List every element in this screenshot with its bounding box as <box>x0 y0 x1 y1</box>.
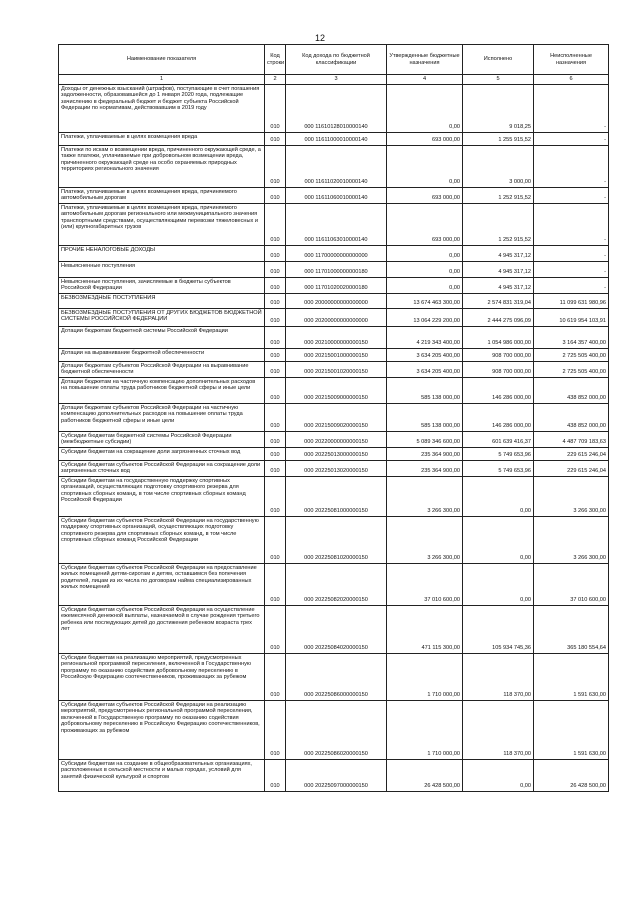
table-row <box>59 700 609 759</box>
row-name: Субсидии бюджетам субъектов Российской Федерации на государственную поддержку спортивных организаций, осуществляющих подготовку спортивного резерва для спортивных сборных команд, в том числе спортивных сборных команд Российской Федерации <box>59 516 265 563</box>
column-number: 4 <box>387 75 463 85</box>
table-row <box>59 447 609 460</box>
row-budget-code: 000 20215009020000150 <box>286 403 387 431</box>
table-row <box>59 759 609 791</box>
row-unexecuted: 37 010 600,00 <box>534 563 609 605</box>
row-line-code: 010 <box>265 84 286 132</box>
row-executed: 0,00 <box>463 476 534 516</box>
row-unexecuted: 26 428 500,00 <box>534 759 609 791</box>
header-budget-code: Код дохода по бюджетной классификации <box>286 45 387 75</box>
row-name: БЕЗВОЗМЕЗДНЫЕ ПОСТУПЛЕНИЯ <box>59 293 265 308</box>
table-row <box>59 245 609 261</box>
row-line-code: 010 <box>265 653 286 700</box>
row-line-code: 010 <box>265 460 286 476</box>
table-row <box>59 132 609 145</box>
row-budget-code: 000 11700000000000000 <box>286 245 387 261</box>
row-executed: 4 945 317,12 <box>463 277 534 293</box>
table-row <box>59 348 609 361</box>
table-row <box>59 460 609 476</box>
row-unexecuted: - <box>534 277 609 293</box>
row-name: Субсидии бюджетам субъектов Российской Федерации на предоставление жилых помещений детям-сиротам и детям, оставшимся без попечения родителей, лицам из их числа по договорам найма специализированных жилых помещений <box>59 563 265 605</box>
row-name: Дотации бюджетам субъектов Российской Федерации на частичную компенсацию дополнительных расходов на повышение оплаты труда работников бюджетной сферы и иные цели <box>59 403 265 431</box>
row-budget-code: 000 20225097000000150 <box>286 759 387 791</box>
table-row <box>59 145 609 187</box>
row-approved: 13 674 463 300,00 <box>387 293 463 308</box>
table-row <box>59 431 609 447</box>
row-unexecuted: - <box>534 245 609 261</box>
row-approved: 5 089 346 600,00 <box>387 431 463 447</box>
row-approved: 4 219 343 400,00 <box>387 326 463 348</box>
row-line-code: 010 <box>265 308 286 326</box>
row-unexecuted: 229 615 246,04 <box>534 460 609 476</box>
row-budget-code: 000 20225084020000150 <box>286 605 387 653</box>
column-number: 2 <box>265 75 286 85</box>
row-unexecuted: 10 619 954 103,91 <box>534 308 609 326</box>
table-row <box>59 187 609 203</box>
page-number: 12 <box>314 33 325 43</box>
row-unexecuted: - <box>534 84 609 132</box>
row-budget-code: 000 20225081000000150 <box>286 476 387 516</box>
row-line-code: 010 <box>265 132 286 145</box>
header-indicator-name: Наименование показателя <box>59 45 265 75</box>
row-budget-code: 000 20225082020000150 <box>286 563 387 605</box>
table-row <box>59 203 609 245</box>
table-row <box>59 261 609 277</box>
row-executed: 4 945 317,12 <box>463 245 534 261</box>
row-unexecuted: 1 591 630,00 <box>534 653 609 700</box>
row-name: Субсидии бюджетам на создание в общеобразовательных организациях, расположенных в сельской местности и малых городах, условий для занятий физической культурой и спортом <box>59 759 265 791</box>
row-line-code: 010 <box>265 187 286 203</box>
column-number: 6 <box>534 75 609 85</box>
row-budget-code: 000 20220000000000150 <box>286 431 387 447</box>
row-budget-code: 000 20000000000000000 <box>286 293 387 308</box>
row-line-code: 010 <box>265 563 286 605</box>
row-approved: 0,00 <box>387 277 463 293</box>
header-line-code: Код строки <box>265 45 286 75</box>
row-line-code: 010 <box>265 245 286 261</box>
row-executed: 5 749 653,96 <box>463 460 534 476</box>
row-executed: 146 286 000,00 <box>463 403 534 431</box>
row-name: Дотации на выравнивание бюджетной обеспеченности <box>59 348 265 361</box>
row-budget-code: 000 20225086020000150 <box>286 700 387 759</box>
table-body <box>59 84 609 791</box>
row-executed: 2 574 831 319,04 <box>463 293 534 308</box>
row-approved: 585 138 000,00 <box>387 403 463 431</box>
row-budget-code: 000 11611063010000140 <box>286 203 387 245</box>
row-line-code: 010 <box>265 431 286 447</box>
row-approved: 3 634 205 400,00 <box>387 348 463 361</box>
row-name: Доходы от денежных взысканий (штрафов), поступающие в счет погашения задолженности, образовавшейся до 1 января 2020 года, подлежащие зачислению в федеральный бюджет и бюджет субъекта Российской Федерации по нормативам, действовавшим в 2019 году <box>59 84 265 132</box>
row-unexecuted: 3 164 357 400,00 <box>534 326 609 348</box>
row-unexecuted: - <box>534 132 609 145</box>
row-name: Субсидии бюджетам на реализацию мероприятий, предусмотренных региональной программой переселения, включенной в Государственную программу по оказанию содействия добровольному переселению в Российскую Федерацию соотечественников, проживающих за рубежом <box>59 653 265 700</box>
column-number-row <box>59 75 609 85</box>
header-executed: Исполнено <box>463 45 534 75</box>
column-number: 3 <box>286 75 387 85</box>
row-executed: 118 370,00 <box>463 700 534 759</box>
row-executed: 9 018,25 <box>463 84 534 132</box>
row-approved: 37 010 600,00 <box>387 563 463 605</box>
row-name: Субсидии бюджетам субъектов Российской Федерации на реализацию мероприятий, предусмотренных региональной программой переселения, включенной в Государственную программу по оказанию содействия добровольному переселению в Российскую Федерацию соотечественников, проживающих за рубежом <box>59 700 265 759</box>
row-unexecuted: 3 266 300,00 <box>534 476 609 516</box>
table-row <box>59 516 609 563</box>
row-name: Субсидии бюджетам на государственную поддержку спортивных организаций, осуществляющих подготовку спортивного резерва для спортивных сборных команд, в том числе спортивных сборных команд Российской Федерации <box>59 476 265 516</box>
table-row <box>59 308 609 326</box>
row-name: Субсидии бюджетам субъектов Российской Федерации на осуществление ежемесячной денежной выплаты, назначаемой в случае рождения третьего ребенка или последующих детей до достижения ребенком возраста трех лет <box>59 605 265 653</box>
row-name: Субсидии бюджетам субъектов Российской Федерации на сокращение доли загрязненных сточных вод <box>59 460 265 476</box>
row-budget-code: 000 20215001020000150 <box>286 361 387 377</box>
column-number: 5 <box>463 75 534 85</box>
row-budget-code: 000 11611000010000140 <box>286 132 387 145</box>
row-approved: 0,00 <box>387 245 463 261</box>
row-line-code: 010 <box>265 377 286 403</box>
row-name: Дотации бюджетам бюджетной системы Российской Федерации <box>59 326 265 348</box>
row-approved: 585 138 000,00 <box>387 377 463 403</box>
row-line-code: 010 <box>265 261 286 277</box>
row-name: Субсидии бюджетам на сокращение доли загрязненных сточных вод <box>59 447 265 460</box>
row-name: Субсидии бюджетам бюджетной системы Российской Федерации (межбюджетные субсидии) <box>59 431 265 447</box>
row-unexecuted: 438 852 000,00 <box>534 377 609 403</box>
row-unexecuted: 4 487 709 183,63 <box>534 431 609 447</box>
row-unexecuted: - <box>534 145 609 187</box>
row-executed: 908 700 000,00 <box>463 361 534 377</box>
row-unexecuted: 11 099 631 980,96 <box>534 293 609 308</box>
row-approved: 693 000,00 <box>387 187 463 203</box>
row-approved: 235 364 900,00 <box>387 460 463 476</box>
row-executed: 5 749 653,96 <box>463 447 534 460</box>
row-executed: 1 054 986 000,00 <box>463 326 534 348</box>
row-executed: 0,00 <box>463 516 534 563</box>
row-approved: 1 710 000,00 <box>387 700 463 759</box>
row-name: ПРОЧИЕ НЕНАЛОГОВЫЕ ДОХОДЫ <box>59 245 265 261</box>
row-executed: 1 252 915,52 <box>463 187 534 203</box>
row-budget-code: 000 20215009000000150 <box>286 377 387 403</box>
row-unexecuted: - <box>534 261 609 277</box>
row-line-code: 010 <box>265 516 286 563</box>
header-unexecuted: Неисполненные назначения <box>534 45 609 75</box>
row-line-code: 010 <box>265 403 286 431</box>
row-approved: 0,00 <box>387 84 463 132</box>
row-executed: 4 945 317,12 <box>463 261 534 277</box>
row-name: БЕЗВОЗМЕЗДНЫЕ ПОСТУПЛЕНИЯ ОТ ДРУГИХ БЮДЖЕТОВ БЮДЖЕТНОЙ СИСТЕМЫ РОССИЙСКОЙ ФЕДЕРАЦИИ <box>59 308 265 326</box>
table-row <box>59 563 609 605</box>
row-line-code: 010 <box>265 293 286 308</box>
row-approved: 1 710 000,00 <box>387 653 463 700</box>
row-approved: 3 634 205 400,00 <box>387 361 463 377</box>
row-line-code: 010 <box>265 759 286 791</box>
header-approved: Утвержденные бюджетные назначения <box>387 45 463 75</box>
row-executed: 1 252 915,52 <box>463 203 534 245</box>
row-executed: 105 934 745,36 <box>463 605 534 653</box>
row-budget-code: 000 11611060010000140 <box>286 187 387 203</box>
row-name: Платежи по искам о возмещении вреда, причиненного окружающей среде, а также платежи, уплачиваемые при добровольном возмещении вреда, причиненного окружающей среде на особо охраняемых природных территориях регионального значения <box>59 145 265 187</box>
table-row <box>59 605 609 653</box>
row-executed: 0,00 <box>463 759 534 791</box>
row-unexecuted: 2 725 505 400,00 <box>534 348 609 361</box>
row-name: Платежи, уплачиваемые в целях возмещения вреда <box>59 132 265 145</box>
row-line-code: 010 <box>265 145 286 187</box>
table-row <box>59 403 609 431</box>
row-unexecuted: 365 180 554,64 <box>534 605 609 653</box>
row-approved: 3 266 300,00 <box>387 476 463 516</box>
row-approved: 13 064 229 200,00 <box>387 308 463 326</box>
row-name: Дотации бюджетам субъектов Российской Федерации на выравнивание бюджетной обеспеченности <box>59 361 265 377</box>
table-row <box>59 361 609 377</box>
table-row <box>59 476 609 516</box>
row-approved: 0,00 <box>387 145 463 187</box>
row-line-code: 010 <box>265 277 286 293</box>
row-approved: 0,00 <box>387 261 463 277</box>
row-executed: 118 370,00 <box>463 653 534 700</box>
row-budget-code: 000 20225013000000150 <box>286 447 387 460</box>
row-line-code: 010 <box>265 605 286 653</box>
row-executed: 908 700 000,00 <box>463 348 534 361</box>
row-approved: 26 428 500,00 <box>387 759 463 791</box>
row-budget-code: 000 20225013020000150 <box>286 460 387 476</box>
row-line-code: 010 <box>265 203 286 245</box>
row-name: Невыясненные поступления <box>59 261 265 277</box>
column-number: 1 <box>59 75 265 85</box>
row-unexecuted: 438 852 000,00 <box>534 403 609 431</box>
row-budget-code: 000 20225086000000150 <box>286 653 387 700</box>
table-row <box>59 377 609 403</box>
table-row <box>59 653 609 700</box>
row-line-code: 010 <box>265 348 286 361</box>
row-line-code: 010 <box>265 361 286 377</box>
row-line-code: 010 <box>265 476 286 516</box>
row-unexecuted: 3 266 300,00 <box>534 516 609 563</box>
row-budget-code: 000 20225081020000150 <box>286 516 387 563</box>
row-name: Дотации бюджетам на частичную компенсацию дополнительных расходов на повышение оплаты труда работников бюджетной сферы и иные цели <box>59 377 265 403</box>
table-row <box>59 326 609 348</box>
row-line-code: 010 <box>265 447 286 460</box>
row-unexecuted: 1 591 630,00 <box>534 700 609 759</box>
budget-execution-table <box>58 44 609 792</box>
table-row <box>59 277 609 293</box>
row-approved: 693 000,00 <box>387 132 463 145</box>
row-approved: 693 000,00 <box>387 203 463 245</box>
row-budget-code: 000 20200000000000000 <box>286 308 387 326</box>
row-budget-code: 000 20210000000000150 <box>286 326 387 348</box>
row-name: Невыясненные поступления, зачисляемые в бюджеты субъектов Российской Федерации <box>59 277 265 293</box>
row-budget-code: 000 11611020010000140 <box>286 145 387 187</box>
row-budget-code: 000 11701020020000180 <box>286 277 387 293</box>
row-approved: 471 115 300,00 <box>387 605 463 653</box>
table-row <box>59 293 609 308</box>
row-approved: 235 364 900,00 <box>387 447 463 460</box>
row-line-code: 010 <box>265 700 286 759</box>
row-unexecuted: 2 725 505 400,00 <box>534 361 609 377</box>
row-budget-code: 000 11701000000000180 <box>286 261 387 277</box>
row-executed: 146 286 000,00 <box>463 377 534 403</box>
row-executed: 1 255 915,52 <box>463 132 534 145</box>
row-budget-code: 000 11610128010000140 <box>286 84 387 132</box>
row-unexecuted: - <box>534 203 609 245</box>
row-executed: 3 000,00 <box>463 145 534 187</box>
row-line-code: 010 <box>265 326 286 348</box>
row-unexecuted: 229 615 246,04 <box>534 447 609 460</box>
row-unexecuted: - <box>534 187 609 203</box>
table-header-row <box>59 45 609 75</box>
table-row <box>59 84 609 132</box>
row-executed: 2 444 275 096,09 <box>463 308 534 326</box>
row-approved: 3 266 300,00 <box>387 516 463 563</box>
row-name: Платежи, уплачиваемые в целях возмещения вреда, причиняемого автомобильным дорогам <box>59 187 265 203</box>
row-name: Платежи, уплачиваемые в целях возмещения вреда, причиняемого автомобильным дорогам регионального или межмуниципального значения транспортными средствами, осуществляющими перевозки тяжеловесных и (или) крупногабаритных грузов <box>59 203 265 245</box>
row-executed: 0,00 <box>463 563 534 605</box>
row-executed: 601 639 416,37 <box>463 431 534 447</box>
row-budget-code: 000 20215001000000150 <box>286 348 387 361</box>
